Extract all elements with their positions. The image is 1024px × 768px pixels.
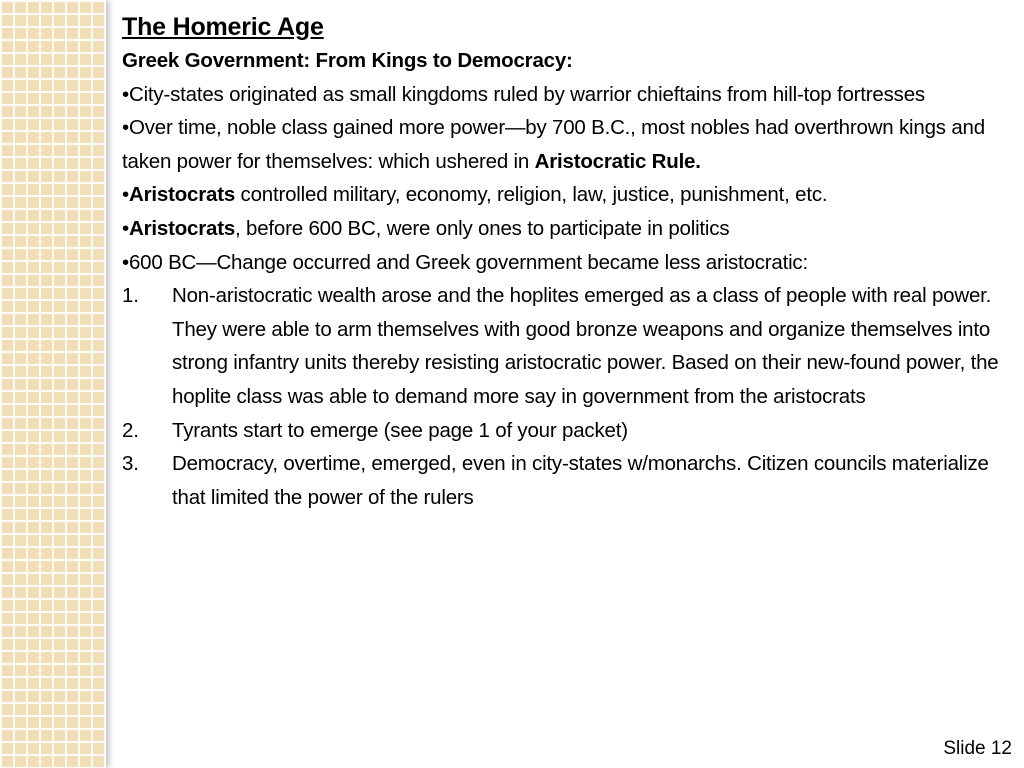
bullet-2-text: •Over time, noble class gained more power—by 700 B.C., most nobles had overthrown kings and taken power for themselves: which ushered in <box>122 116 985 173</box>
slide-number: Slide 12 <box>943 738 1012 759</box>
bullet-3-text: controlled military, economy, religion, law, justice, punishment, etc. <box>235 183 828 207</box>
list-item <box>122 414 1014 448</box>
list-text: Democracy, overtime, emerged, even in city-states w/monarchs. Citizen councils materialize that limited the power of the rulers <box>172 452 989 509</box>
bullet-1: •City-states originated as small kingdoms ruled by warrior chieftains from hill-top fortresses <box>122 82 925 106</box>
numbered-list <box>122 279 1014 514</box>
slide-title: The Homeric Age <box>122 13 324 41</box>
bullet-4-marker: • <box>122 216 129 240</box>
bullet-4-text: , before 600 BC, were only ones to participate in politics <box>235 216 730 240</box>
bullet-5: •600 BC—Change occurred and Greek government became less aristocratic: <box>122 250 808 274</box>
list-number: 1. <box>122 284 139 308</box>
list-item <box>122 447 1014 514</box>
slide-subtitle: Greek Government: From Kings to Democracy: <box>122 49 573 72</box>
slide-content <box>122 10 1014 514</box>
list-item <box>122 279 1014 413</box>
list-number: 2. <box>122 418 139 442</box>
list-text: Tyrants start to emerge (see page 1 of your packet) <box>172 418 628 442</box>
bullet-2 <box>122 111 1014 178</box>
list-text: Non-aristocratic wealth arose and the hoplites emerged as a class of people with real power. They were able to arm themselves with good bronze weapons and organize themselves into strong infantry units thereby resisting aristocratic power. Based on their new-found power, the hoplite class was able to demand more say in government from the aristocrats <box>172 284 999 408</box>
bullet-4 <box>122 212 1014 246</box>
bullet-4-bold: Aristocrats <box>128 216 236 240</box>
list-number: 3. <box>122 452 139 476</box>
bullet-2-bold: Aristocratic Rule. <box>534 149 701 173</box>
bullet-3 <box>122 178 1014 212</box>
bullet-3-bold: Aristocrats <box>128 183 236 207</box>
bullet-3-marker: • <box>122 183 129 207</box>
decorative-grid-border <box>0 0 106 768</box>
